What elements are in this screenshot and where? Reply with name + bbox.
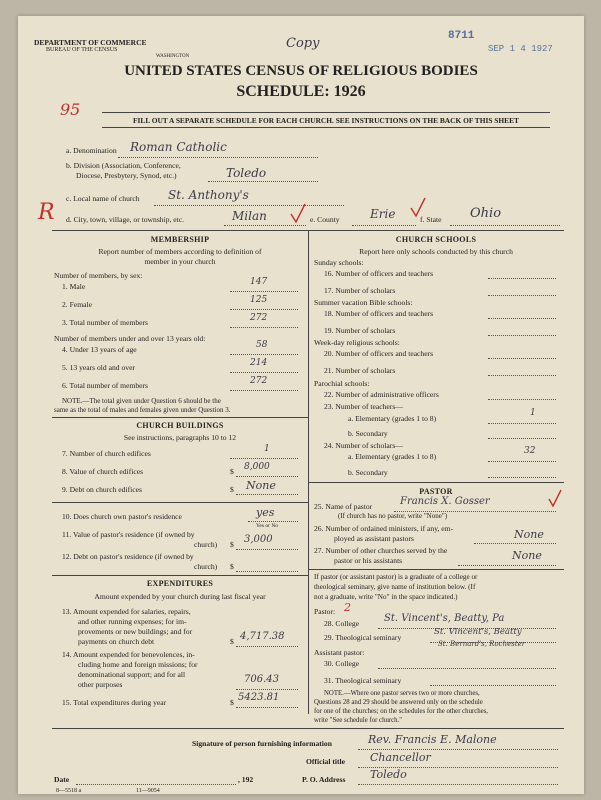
red-check-icon [288, 202, 308, 226]
q2-female-value: 125 [250, 295, 268, 305]
official-title-label: Official title [306, 757, 346, 766]
q8-value-label: 8. Value of church edifices [62, 467, 144, 476]
dollar-sign: $ [230, 562, 234, 571]
q11-residence-value-value: 3,000 [244, 534, 273, 545]
vacation-schools-label: Summer vacation Bible schools: [314, 298, 413, 307]
q23a-value: 1 [530, 408, 536, 418]
q2-female-label: 2. Female [62, 300, 92, 309]
print-code: 11—9054 [136, 788, 160, 794]
q10-yes-no-hint: Yes or No [256, 523, 279, 529]
county-label: e. County [310, 215, 340, 224]
q6-total-value: 272 [250, 376, 268, 386]
q10-residence-value: yes [256, 506, 275, 519]
q19-label: 19. Number of scholars [324, 326, 396, 335]
q14-line-4: other purposes [78, 680, 123, 689]
q17-label: 17. Number of scholars [324, 286, 396, 295]
q23b-label: b. Secondary [348, 429, 388, 438]
q15-total-value: 5423.81 [238, 692, 280, 703]
division-label-line2: Diocese, Presbytery, Synod, etc.) [76, 171, 177, 180]
po-address-value: Toledo [370, 768, 407, 781]
q24a-value: 32 [524, 446, 536, 456]
form-subtitle: SCHEDULE: 1926 [236, 83, 366, 100]
graduate-instruction-2: theological seminary, give name of institution below. (If [314, 583, 476, 591]
q25-label: 25. Name of pastor [314, 502, 373, 511]
q3-total-value: 272 [250, 313, 268, 323]
pastor-note-1: NOTE.—Where one pastor serves two or more churches, [324, 690, 480, 697]
red-check-icon [408, 196, 428, 220]
dollar-sign: $ [230, 467, 234, 476]
q31-label: 31. Theological seminary [324, 676, 402, 685]
expenditures-intro: Amount expended by your church during last fiscal year [94, 592, 266, 601]
form-title: UNITED STATES CENSUS OF RELIGIOUS BODIES [124, 63, 478, 79]
official-title-value: Chancellor [370, 751, 431, 764]
q4-under13-value: 58 [256, 340, 268, 350]
city-label: d. City, town, village, or township, etc. [66, 215, 185, 224]
instruction-banner: FILL OUT A SEPARATE SCHEDULE FOR EACH CHURCH. SEE INSTRUCTIONS ON THE BACK OF THIS SHEET [133, 116, 519, 125]
bureau-label: BUREAU OF THE CENSUS [46, 47, 118, 53]
q25-hint: (If church has no pastor, write "None") [338, 512, 448, 520]
po-address-label: P. O. Address [302, 775, 346, 784]
membership-intro-2: member in your church [144, 257, 216, 266]
date-label: Date [54, 775, 70, 784]
q26-line-2: ployed as assistant pastors [334, 534, 414, 543]
membership-heading: MEMBERSHIP [150, 235, 210, 244]
date-year: , 192 [238, 775, 254, 784]
state-value: Ohio [470, 206, 502, 221]
q5-over13-label: 5. 13 years old and over [62, 363, 135, 372]
red-check-icon [546, 488, 564, 510]
weekday-schools-label: Week-day religious schools: [314, 338, 400, 347]
q10-residence-label: 10. Does church own pastor's residence [62, 512, 182, 521]
church-name-label: c. Local name of church [66, 194, 140, 203]
membership-note-1: NOTE.—The total given under Question 6 should be the [62, 397, 221, 405]
q14-value: 706.43 [244, 674, 279, 685]
q13-line-3: provements or new buildings; and for [78, 627, 193, 636]
margin-mark-r: R [38, 200, 55, 225]
q13-line-1: 13. Amount expended for salaries, repairs, [62, 607, 191, 616]
q28-value: St. Vincent's, Beatty, Pa [384, 613, 505, 624]
city-value: Milan [232, 209, 267, 223]
q29-value: St. Vincent's, Beatty [434, 627, 522, 637]
buildings-heading: CHURCH BUILDINGS [136, 421, 224, 430]
q26-value: None [514, 528, 544, 541]
q13-value: 4,717.38 [240, 631, 285, 642]
q8-value-value: 8,000 [244, 462, 270, 472]
washington-label: WASHINGTON [156, 54, 190, 59]
q12-residence-debt-label: 12. Debt on pastor's residence (if owned by [62, 552, 194, 561]
schools-intro: Report here only schools conducted by this church [359, 247, 513, 256]
q29-label: 29. Theological seminary [324, 633, 402, 642]
q4-under13-label: 4. Under 13 years of age [62, 345, 137, 354]
q24a-label: a. Elementary (grades 1 to 8) [348, 452, 437, 461]
q27-value: None [512, 549, 542, 562]
q13-line-2: and other running expenses; for im- [78, 617, 187, 626]
sunday-schools-label: Sunday schools: [314, 258, 364, 267]
members-by-age-label: Number of members under and over 13 years old: [54, 334, 206, 343]
q23-label: 23. Number of teachers— [324, 402, 403, 411]
q11-residence-value-label: 11. Value of pastor's residence (if owned by [62, 530, 195, 539]
q14-line-3: denominational support; and for all [78, 670, 186, 679]
pastor-note-4: write "See schedule for church." [314, 717, 403, 724]
q15-total-label: 15. Total expenditures during year [62, 698, 167, 707]
q13-line-4: payments on church debt [78, 637, 155, 646]
q28-label: 28. College [324, 619, 360, 628]
q26-line-1: 26. Number of ordained ministers, if any, em- [314, 524, 454, 533]
form-code: 8—5518 a [56, 788, 82, 794]
denomination-value: Roman Catholic [130, 140, 227, 154]
pastor-red-mark: 2 [344, 601, 351, 614]
q1-male-label: 1. Male [62, 282, 86, 291]
q6-total-label: 6. Total number of members [62, 381, 149, 390]
expenditures-heading: EXPENDITURES [146, 579, 214, 588]
census-schedule-sheet [18, 16, 584, 794]
county-value: Erie [370, 207, 396, 221]
q14-line-1: 14. Amount expended for benevolences, in- [62, 650, 195, 659]
dollar-sign: $ [230, 698, 234, 707]
dollar-sign: $ [230, 485, 234, 494]
denomination-label: a. Denomination [66, 146, 117, 155]
q11-church-label: church) [194, 540, 218, 549]
q5-over13-value: 214 [250, 358, 268, 368]
assistant-pastor-subheading: Assistant pastor: [314, 648, 365, 657]
q3-total-label: 3. Total number of members [62, 318, 149, 327]
q7-edifices-value: 1 [264, 444, 270, 454]
copy-note: Copy [286, 36, 320, 51]
q29-value-extra: St. Bernard's, Rochester [438, 640, 526, 648]
parochial-schools-label: Parochial schools: [314, 379, 370, 388]
margin-number: 95 [60, 100, 81, 119]
q23a-label: a. Elementary (grades 1 to 8) [348, 414, 437, 423]
q14-line-2: cluding home and foreign missions; for [78, 660, 198, 669]
received-date-stamp: SEP 1 4 1927 [488, 44, 553, 54]
q9-debt-label: 9. Debt on church edifices [62, 485, 142, 494]
department-label: DEPARTMENT OF COMMERCE [34, 38, 147, 47]
q7-edifices-label: 7. Number of church edifices [62, 449, 151, 458]
signature-value: Rev. Francis E. Malone [368, 733, 497, 746]
q27-line-2: pastor or his assistants [334, 556, 403, 565]
pastor-note-2: Questions 28 and 29 should be answered only on the schedule [314, 699, 483, 706]
signature-label: Signature of person furnishing information [192, 739, 332, 748]
graduate-instruction-3: not a graduate, write "No" in the space indicated.) [314, 593, 458, 601]
q22-label: 22. Number of administrative officers [324, 390, 439, 399]
pastor-subheading: Pastor: [314, 607, 336, 616]
q25-value: Francis X. Gosser [400, 496, 490, 507]
q27-line-1: 27. Number of other churches served by the [314, 546, 448, 555]
q9-debt-value: None [246, 479, 276, 492]
graduate-instruction-1: If pastor (or assistant pastor) is a graduate of a college or [314, 573, 478, 581]
q21-label: 21. Number of scholars [324, 366, 396, 375]
membership-note-2: same as the total of males and females given under Question 3. [54, 406, 231, 414]
pastor-note-3: for one of the churches; on the schedules for the other churches, [314, 708, 489, 715]
stamp-number: 8711 [448, 30, 475, 42]
schools-heading: CHURCH SCHOOLS [395, 235, 477, 244]
division-value: Toledo [226, 166, 267, 180]
state-label: f. State [420, 215, 442, 224]
q12-church-label: church) [194, 562, 218, 571]
buildings-intro: See instructions, paragraphs 10 to 12 [123, 433, 237, 442]
q20-label: 20. Number of officers and teachers [324, 349, 434, 358]
q18-label: 18. Number of officers and teachers [324, 309, 434, 318]
members-by-sex-label: Number of members, by sex: [54, 271, 143, 280]
pastor-heading: PASTOR [419, 487, 453, 496]
division-label-line1: b. Division (Association, Conference, [66, 161, 181, 170]
q30-label: 30. College [324, 659, 360, 668]
q24b-label: b. Secondary [348, 468, 388, 477]
dollar-sign: $ [230, 540, 234, 549]
membership-intro-1: Report number of members according to definition of [98, 247, 262, 256]
church-name-value: St. Anthony's [168, 188, 249, 202]
q16-label: 16. Number of officers and teachers [324, 269, 434, 278]
q24-label: 24. Number of scholars— [324, 441, 403, 450]
q1-male-value: 147 [250, 277, 268, 287]
dollar-sign: $ [230, 637, 234, 646]
